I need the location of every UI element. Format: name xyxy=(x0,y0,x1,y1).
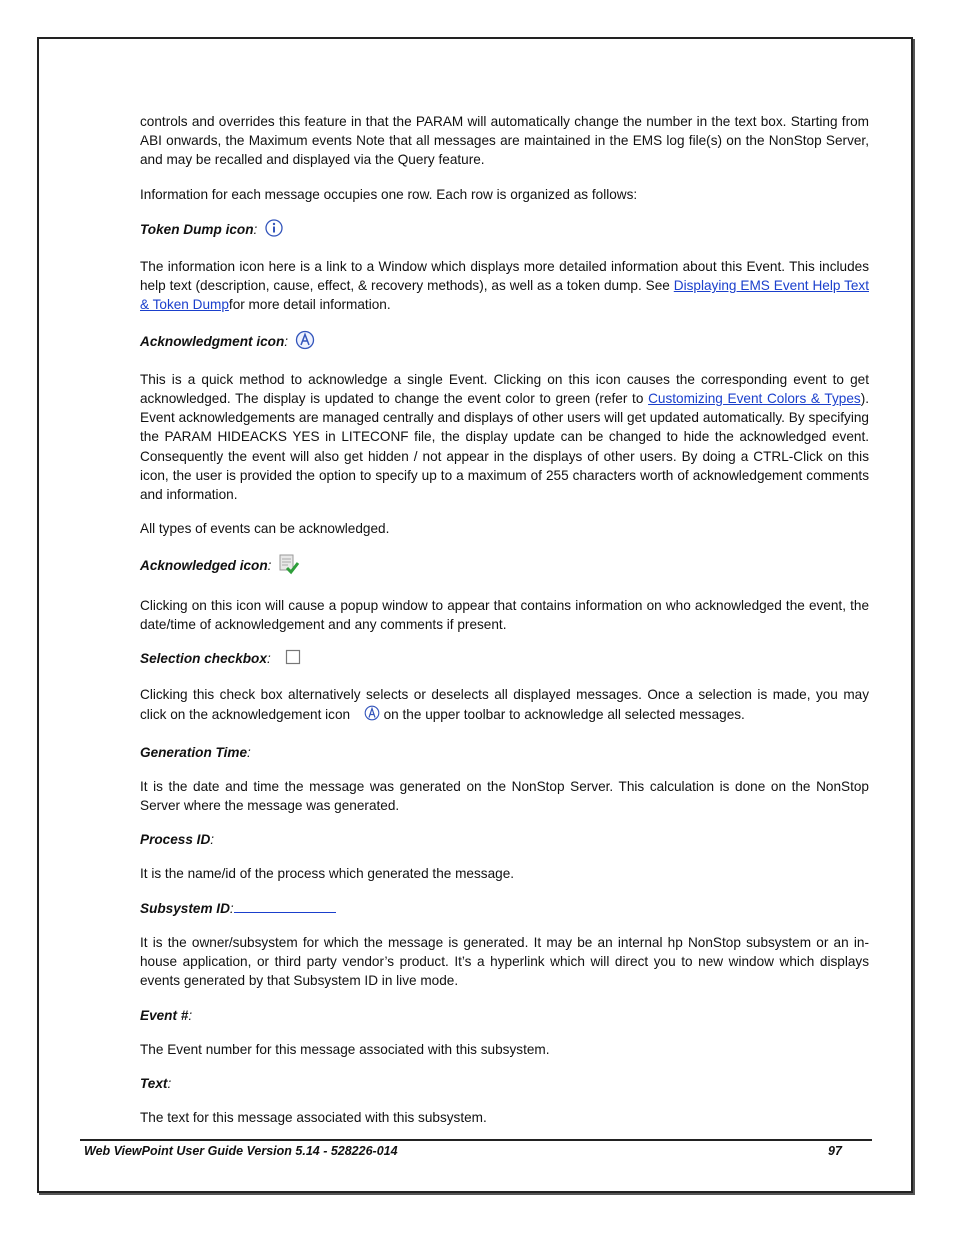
heading-token-dump: Token Dump icon: xyxy=(140,219,869,242)
heading-process-id: Process ID: xyxy=(140,832,215,848)
paragraph-row-info: Information for each message occupies one row. Each row is organized as follows: xyxy=(140,186,638,202)
paragraph-token-dump: The information icon here is a link to a Window which displays more detailed information about this Event. This includes help text (description, cause, effect, & recovery methods), as well as a token dump. See Displaying EMS Event Help Text & Token Dumpfor more detail information. xyxy=(140,259,869,313)
page-number: 97 xyxy=(828,1144,842,1158)
footer-divider xyxy=(80,1139,872,1141)
heading-generation-time: Generation Time: xyxy=(140,744,251,760)
heading-text: Text: xyxy=(140,1075,172,1091)
acknowledged-icon[interactable] xyxy=(278,553,300,580)
document-body xyxy=(140,112,869,1142)
heading-event-number: Event #: xyxy=(140,1007,193,1023)
paragraph-all-types: All types of events can be acknowledged. xyxy=(140,521,390,537)
info-icon[interactable] xyxy=(264,219,284,242)
paragraph-process-id: It is the name/id of the process which generated the message. xyxy=(140,866,515,882)
acknowledge-icon[interactable] xyxy=(295,330,315,355)
heading-acknowledgment: Acknowledgment icon: xyxy=(140,330,869,355)
paragraph-event-number: The Event number for this message associated with this subsystem. xyxy=(140,1041,550,1057)
paragraph-acknowledgment: This is a quick method to acknowledge a single Event. Clicking on this icon causes the corresponding event to get acknowledged. The display is updated to change the event color to green (refer to Customizing Event Colors & Types). Event acknowledgements are managed centrally and displays of other users will get updated automatically. By specifying the PARAM HIDEACKS YES in LITECONF file, the display update can be changed to hide the acknowledged event. Consequently the event will also get hidden / not appear in the displays of other users. By doing a CTRL-Click on this icon, the user is provided the option to specify up to a maximum of 255 characters worth of acknowledgement comments and information. xyxy=(140,371,869,503)
paragraph-acknowledged: Clicking on this icon will cause a popup window to appear that contains information on who acknowledged the event, the date/time of acknowledgement and any comments if present. xyxy=(140,597,869,632)
paragraph-intro: controls and overrides this feature in that the PARAM will automatically change the number in the text box. Starting from ABI onwards, the Maximum events Note that all messages are maintained in the EMS log file(s) on the NonStop Server, and may be recalled and displayed via the Query feature. xyxy=(140,114,869,168)
subsystem-link-underline xyxy=(234,900,336,913)
paragraph-subsystem-id: It is the owner/subsystem for which the message is generated. It may be an internal hp NonStop subsystem or an in-house application, or third party vendor’s product. It’s a hyperlink which will direct you to new window which displays events generated by that Subsystem ID in live mode. xyxy=(140,934,869,989)
heading-acknowledged: Acknowledged icon: xyxy=(140,553,869,580)
paragraph-text: The text for this message associated with this subsystem. xyxy=(140,1110,487,1126)
footer-title: Web ViewPoint User Guide Version 5.14 - 528226-014 xyxy=(84,1144,398,1158)
heading-subsystem-id: Subsystem ID: xyxy=(140,899,869,918)
paragraph-generation-time: It is the date and time the message was generated on the NonStop Server. This calculation is done on the NonStop Server where the message was generated. xyxy=(140,778,869,814)
heading-selection-checkbox: Selection checkbox: xyxy=(140,649,869,670)
acknowledge-icon[interactable] xyxy=(364,704,380,727)
link-customizing-event-colors[interactable]: Customizing Event Colors & Types xyxy=(648,391,861,407)
link-displaying-ems-help[interactable]: Displaying EMS Event Help Text & Token Dump xyxy=(140,278,869,313)
paragraph-selection-checkbox: Clicking this check box alternatively selects or deselects all displayed messages. Once a selection is made, you may click on the acknowledgement icon on the upper toolbar to acknowledge all selected messages. xyxy=(140,685,869,727)
checkbox-icon[interactable] xyxy=(285,649,301,670)
